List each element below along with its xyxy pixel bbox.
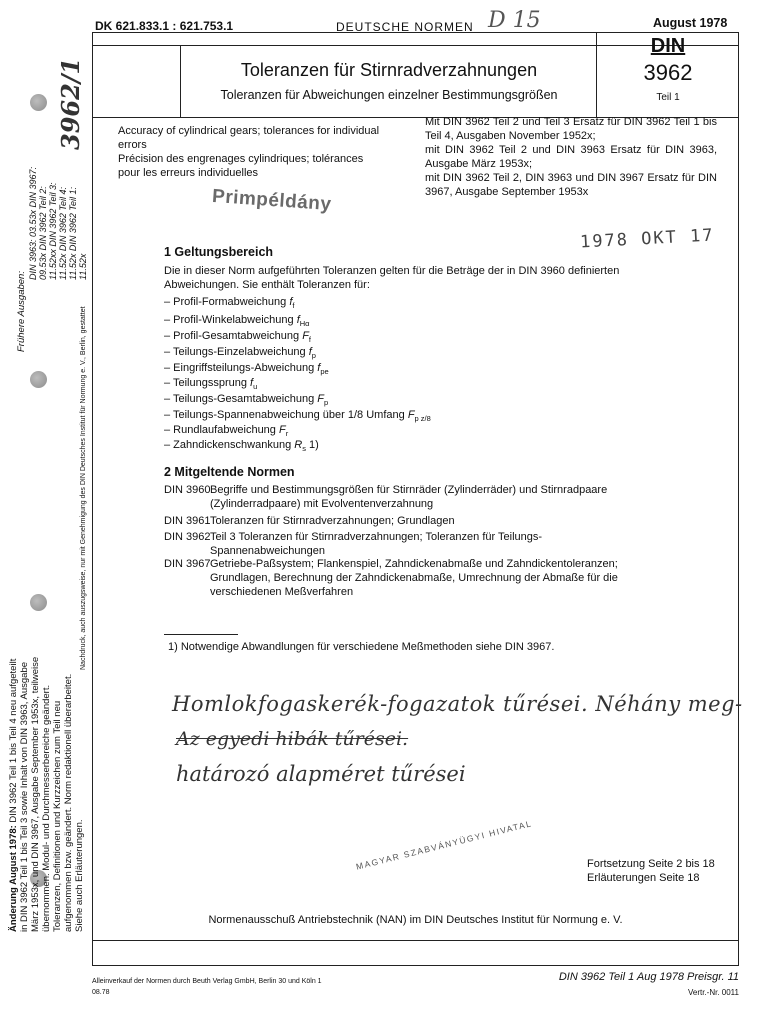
ref-code: DIN 3962 xyxy=(164,531,211,543)
list-item: – Teilungs-Spannenabweichung über 1/8 Umfang $F_{p z/8}$ xyxy=(164,409,431,424)
translation-en: Accuracy of cylindrical gears; tolerances for individual errors xyxy=(118,125,380,151)
list-item: – Zahndickenschwankung $R_s$ 1) xyxy=(164,439,319,454)
issue-date: August 1978 xyxy=(653,16,728,30)
punch-hole-3 xyxy=(30,594,47,611)
din-part: Teil 1 xyxy=(656,92,680,103)
handwritten-line-1: Homlokfogaskerék-fogazatok tűrései. Néhány meg- xyxy=(172,692,743,716)
ref-din-3961 xyxy=(164,514,648,529)
change-text-a: DIN 3962 Teil 1 bis Teil 4 neu aufgeteilt in DIN 3962 Teil 1 bis Teil 3 sowie Inhalt von DIN 3963, Ausgabe März 1953x, und DIN 3967, Ausgabe September 1953x, teilweise übernommen. Modul- und Durchmesserbereiche geändert. Toleranzen, Definitionen und Kurzzeichen zum Teil neu aufgenommen bzw. geändert. Norm redaktionell überarbeitet. Siehe auch Erläuterungen. xyxy=(8,656,85,932)
ref-din-3962 xyxy=(164,530,648,560)
ref-text: Teil 3 Toleranzen für Stirnradverzahnungen; Toleranzen für Teilungs-Spannenabweichungen xyxy=(210,531,543,557)
replacement-1: Mit DIN 3962 Teil 2 und Teil 3 Ersatz für DIN 3962 Teil 1 bis Teil 4, Ausgaben November 1952x; xyxy=(425,116,717,142)
sidebar-earlier-editions xyxy=(16,52,27,352)
sidebar-handwritten-number: 3962/1 xyxy=(56,57,85,150)
handwritten-mark: D 15 xyxy=(488,8,541,33)
footnote-rule xyxy=(164,634,238,635)
library-stamp: MAGYAR SZABVÁNYÜGYI HIVATAL xyxy=(355,818,534,872)
title-left-rule xyxy=(180,45,181,118)
footer-top-rule xyxy=(92,940,739,941)
list-item: – Profil-Winkelabweichung $f_{H\alpha}$ xyxy=(164,314,310,329)
section-2-title: 2 Mitgeltende Normen xyxy=(164,465,295,479)
punch-hole-1 xyxy=(30,94,47,111)
ref-din-3967 xyxy=(164,557,648,601)
footer-reference: DIN 3962 Teil 1 Aug 1978 Preisgr. 11 xyxy=(558,971,739,983)
replacement-notes xyxy=(425,115,717,199)
list-item: – Teilungssprung $f_u$ xyxy=(164,377,258,392)
ref-text: Begriffe und Bestimmungsgrößen für Stirnräder (Zylinderräder) und Stirnradpaare (Zylinderradpaare) mit Evolventenverzahnung xyxy=(210,484,608,510)
punch-hole-2 xyxy=(30,371,47,388)
ref-text: Getriebe-Paßsystem; Flankenspiel, Zahndickenabmaße und Zahndickentoleranzen; Grundlagen, Berechnung der Zahndickenabmaße, Umrechnung der Abmaße für die verschiedenen Meßverfahren xyxy=(210,558,618,598)
section-1-intro: Die in dieser Norm aufgeführten Toleranzen gelten für die Beträge der in DIN 3960 definierten Abweichungen. Sie enthält Toleranzen für: xyxy=(164,265,620,291)
list-item: – Rundlaufabweichung $F_r$ xyxy=(164,424,289,439)
translations xyxy=(118,124,388,180)
ref-code: DIN 3961 xyxy=(164,515,211,527)
series-title: DEUTSCHE NORMEN xyxy=(336,20,474,34)
ref-code: DIN 3967 xyxy=(164,558,211,570)
section-1-title: 1 Geltungsbereich xyxy=(164,245,274,259)
continuation xyxy=(587,857,715,885)
earlier-label: Frühere Ausgaben: xyxy=(16,271,27,352)
list-item: – Profil-Formabweichung $f_f$ xyxy=(164,296,295,311)
footnote: 1) Notwendige Abwandlungen für verschiedene Meßmethoden siehe DIN 3967. xyxy=(168,641,555,653)
sidebar-earlier-list: DIN 3963: 03.53x DIN 3967: 09.53x DIN 3962 Teil 2: 11.52xx DIN 3962 Teil 3: 11.52x DIN 3962 Teil 4: 11.52x DIN 3962 Teil 1: 11.52x xyxy=(28,166,88,280)
handwritten-line-3: határozó alapméret tűrései xyxy=(176,762,466,786)
replacement-2: mit DIN 3962 Teil 2 und DIN 3963 Ersatz für DIN 3963, Ausgabe März 1953x; xyxy=(425,144,717,170)
sidebar-change-note xyxy=(8,652,85,932)
date-stamp: 1978 OKT 17 xyxy=(579,225,716,253)
ref-din-3960 xyxy=(164,483,648,513)
list-item: – Teilungs-Gesamtabweichung $F_p$ xyxy=(164,393,329,408)
document-title: Toleranzen für Stirnradverzahnungen xyxy=(240,60,538,80)
footer-sales: Alleinverkauf der Normen durch Beuth Verlag GmbH, Berlin 30 und Köln 1 xyxy=(92,978,322,985)
din-label: DIN xyxy=(650,35,686,57)
handwritten-line-2-struck: Az egyedi hibák tűrései. xyxy=(176,728,409,750)
translation-fr: Précision des engrenages cylindriques; tolérances pour les erreurs individuelles xyxy=(118,153,364,179)
copy-stamp: Primpéldány xyxy=(211,185,333,216)
list-item: – Teilungs-Einzelabweichung $f_p$ xyxy=(164,346,316,361)
list-item: – Profil-Gesamtabweichung $F_f$ xyxy=(164,330,312,345)
sidebar-reprint-note: Nachdruck, auch auszugsweise, nur mit Genehmigung des DIN Deutsches Institut für Normung e. V., Berlin, gestattet xyxy=(80,306,87,670)
dk-number: DK 621.833.1 : 621.753.1 xyxy=(95,19,234,33)
committee: Normenausschuß Antriebstechnik (NAN) im DIN Deutsches Institut für Normung e. V. xyxy=(208,914,623,926)
ref-code: DIN 3960 xyxy=(164,484,211,496)
list-item: – Eingriffsteilungs-Abweichung $f_{pe}$ xyxy=(164,362,329,377)
replacement-3: mit DIN 3962 Teil 2, DIN 3963 und DIN 3967 Ersatz für DIN 3967, Ausgabe September 1953x xyxy=(425,172,717,198)
continuation-explanations: Erläuterungen Seite 18 xyxy=(587,872,700,884)
ref-text: Toleranzen für Stirnradverzahnungen; Grundlagen xyxy=(210,515,455,527)
footer-vertr: Vertr.-Nr. 0011 xyxy=(688,988,739,997)
change-title: Änderung August 1978: xyxy=(8,825,19,932)
din-number: 3962 xyxy=(643,60,693,85)
footer-code: 08.78 xyxy=(92,989,110,996)
continuation-pages: Fortsetzung Seite 2 bis 18 xyxy=(587,858,715,870)
document-subtitle: Toleranzen für Abweichungen einzelner Bestimmungsgrößen xyxy=(220,88,558,102)
